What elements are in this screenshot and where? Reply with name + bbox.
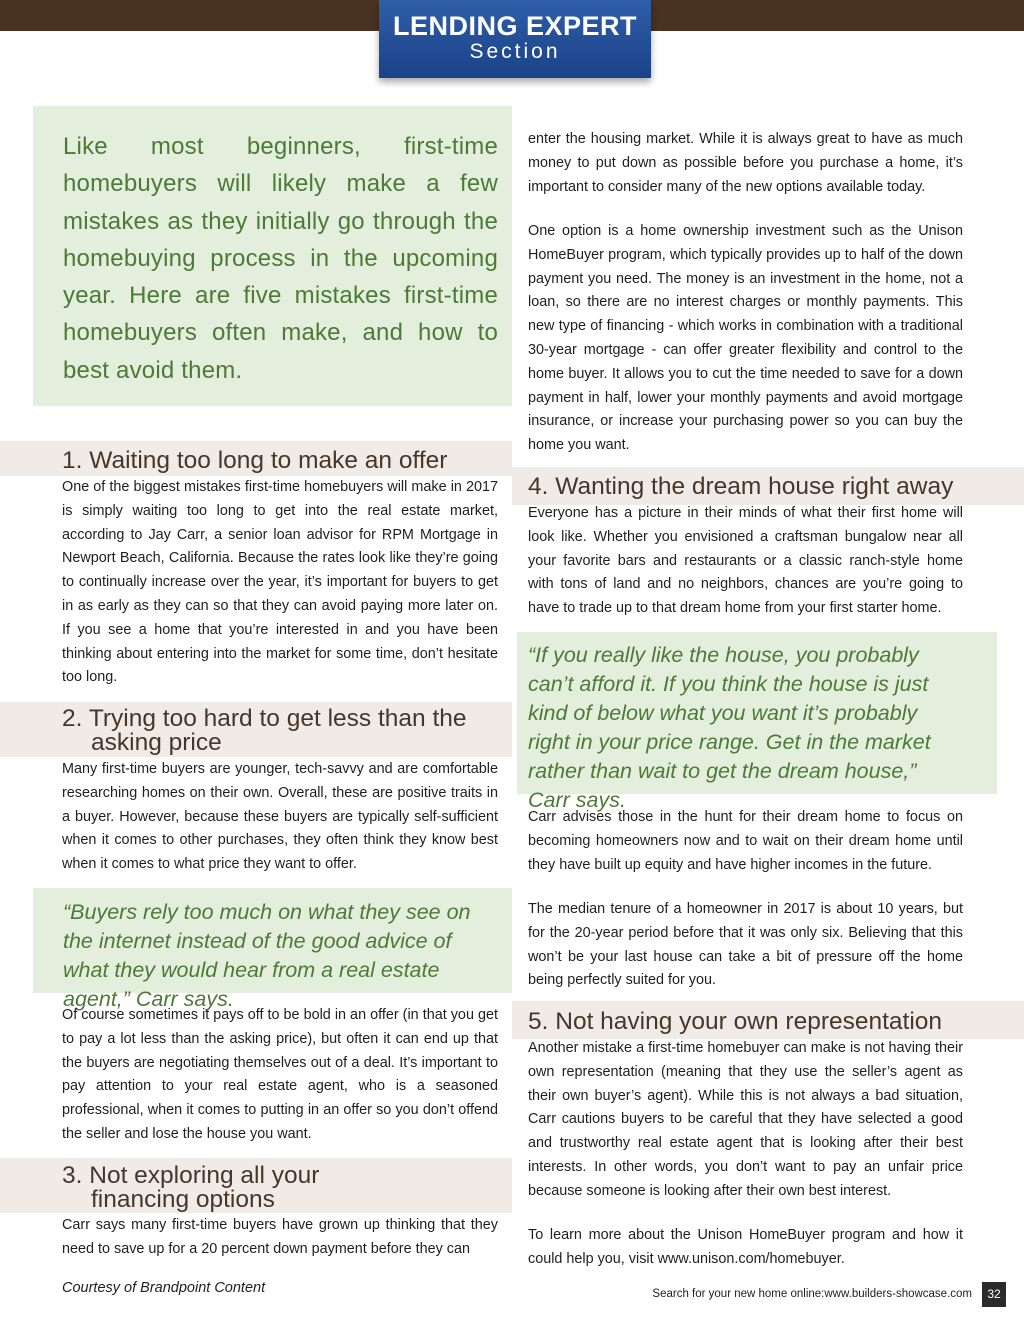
section-5-body: Another mistake a first-time homebuyer can make is not having their own representation (meaning that they use the seller’s agent as their own buyer’s agent). While this is not always a bad situation, Carr cautions buyers to be careful that they have selected a good and trustworthy real estate agent that is looking after their best interests. In other words, you don’t want to pay an unfair price because someone is looking after their own best interest. [528, 1040, 963, 1199]
section-3-continued: enter the housing market. While it is always great to have as much money to put down as possible before you purchase a home, it’s important to consider many of the new options available today. [528, 131, 963, 195]
badge-title: LENDING EXPERT [392, 11, 638, 41]
section-4-body-3: The median tenure of a homeowner in 2017 is about 10 years, but for the 20-year period before that it was only six. Believing that this won’t be your last house can take a bit of pressure off the home being perfectly suited for you. [528, 901, 963, 989]
section-3-body-2: One option is a home ownership investment such as the Unison HomeBuyer program, which typically provides up to half of the down payment you need. The money is an investment in the home, not a loan, so there are no interest charges or monthly payments. This new type of financing - which works in combination with a traditional 30-year mortgage - can offer greater flexibility and control to the home buyer. It allows you to cut the time needed to save for a down payment in half, lower your monthly payments and avoid mortgage insurance, or increase your purchasing power so you can buy the home you want. [528, 223, 963, 454]
section-3-number: 3. [62, 1162, 83, 1189]
section-5-number: 5. [528, 1008, 549, 1035]
section-2-body-2: Of course sometimes it pays off to be bold in an offer (in that you get to pay a lot less than the asking price), but often it can end up that the buyers are negotiating themselves out of a deal. It’s important to pay attention to your real estate agent, who is a seasoned professional, when it comes to putting in an offer so you don’t offend the seller and lose the house you want. [62, 1007, 498, 1142]
section-3-heading [62, 1164, 512, 1212]
section-3-body: Carr says many first-time buyers have grown up thinking that they need to save up for a 20 percent down payment before they can [62, 1217, 498, 1257]
section-1-body: One of the biggest mistakes first-time homebuyers will make in 2017 is simply waiting too long to get into the real estate market, according to Jay Carr, a senior loan advisor for RPM Mortgage in Newport Beach, California. Because the rates look like they’re going to continually increase over the year, it’s important for buyers to get in as early as they can so that they can avoid paying more later on. If you see a home that you’re interested in and you have been thinking about entering into the market for some time, don’t hesitate too long. [62, 479, 498, 686]
quote-2-text: “If you really like the house, you probably can’t afford it. If you think the house is just kind of below what you want it’s probably right in your price range. Get in the market rather than wait to get the dream house,” Carr says. [528, 643, 931, 812]
section-2-title-line1: Trying too hard to get less than the [88, 705, 467, 732]
quote-box-1 [33, 888, 512, 1011]
section-5-title: Not having your own representation [555, 1008, 943, 1035]
section-4-title: Wanting the dream house right away [555, 473, 954, 500]
section-5-body-2: To learn more about the Unison HomeBuyer program and how it could help you, visit www.unison.com/homebuyer. [528, 1227, 963, 1267]
section-5-heading [528, 1010, 1008, 1034]
badge-subtitle: Section [469, 40, 561, 63]
section-1-title: Waiting too long to make an offer [89, 447, 448, 474]
section-badge [379, 0, 651, 78]
section-2-body: Many first-time buyers are younger, tech-savvy and are comfortable researching homes on their own. Overall, these are positive traits in a buyer. However, because these buyers are typically self-sufficient when it comes to other purchases, they often think they know best when it comes to what price they want to offer. [62, 761, 498, 873]
section-2-number: 2. [62, 705, 83, 732]
section-2-title-line2: asking price [91, 729, 222, 756]
quote-1-text: “Buyers rely too much on what they see on the internet instead of the good advice of what they would hear from a real estate agent,” Carr says. [63, 900, 471, 1011]
quote-box-2 [517, 632, 997, 812]
intro-box [33, 106, 512, 406]
section-3-title-line1: Not exploring all your [89, 1162, 320, 1189]
section-4-heading [528, 475, 1008, 499]
section-1-number: 1. [62, 447, 83, 474]
courtesy-credit: Courtesy of Brandpoint Content [62, 1280, 266, 1296]
section-3-title-line2: financing options [91, 1186, 275, 1213]
section-4-body: Everyone has a picture in their minds of what their first home will look like. Whether you envisioned a craftsman bungalow near all your favorite bars and restaurants or a classic ranch-style home with tons of land and no neighbors, chances are you’re going to have to trade up to that dream home from your first starter home. [528, 505, 963, 617]
intro-text: Like most beginners, first-time homebuyers will likely make a few mistakes as they initially go through the homebuying process in the upcoming year. Here are five mistakes first-time homebuyers often make, and how to best avoid them. [63, 133, 498, 384]
page-number: 32 [982, 1282, 1006, 1307]
footer-search-line: Search for your new home online:www.builders-showcase.com [652, 1288, 972, 1300]
section-2-heading [62, 707, 512, 755]
section-4-number: 4. [528, 473, 549, 500]
section-1-heading [62, 449, 512, 473]
section-4-body-2: Carr advises those in the hunt for their dream home to focus on becoming homeowners now and to wait on their dream home until they have built up equity and have higher incomes in the future. [528, 809, 963, 873]
